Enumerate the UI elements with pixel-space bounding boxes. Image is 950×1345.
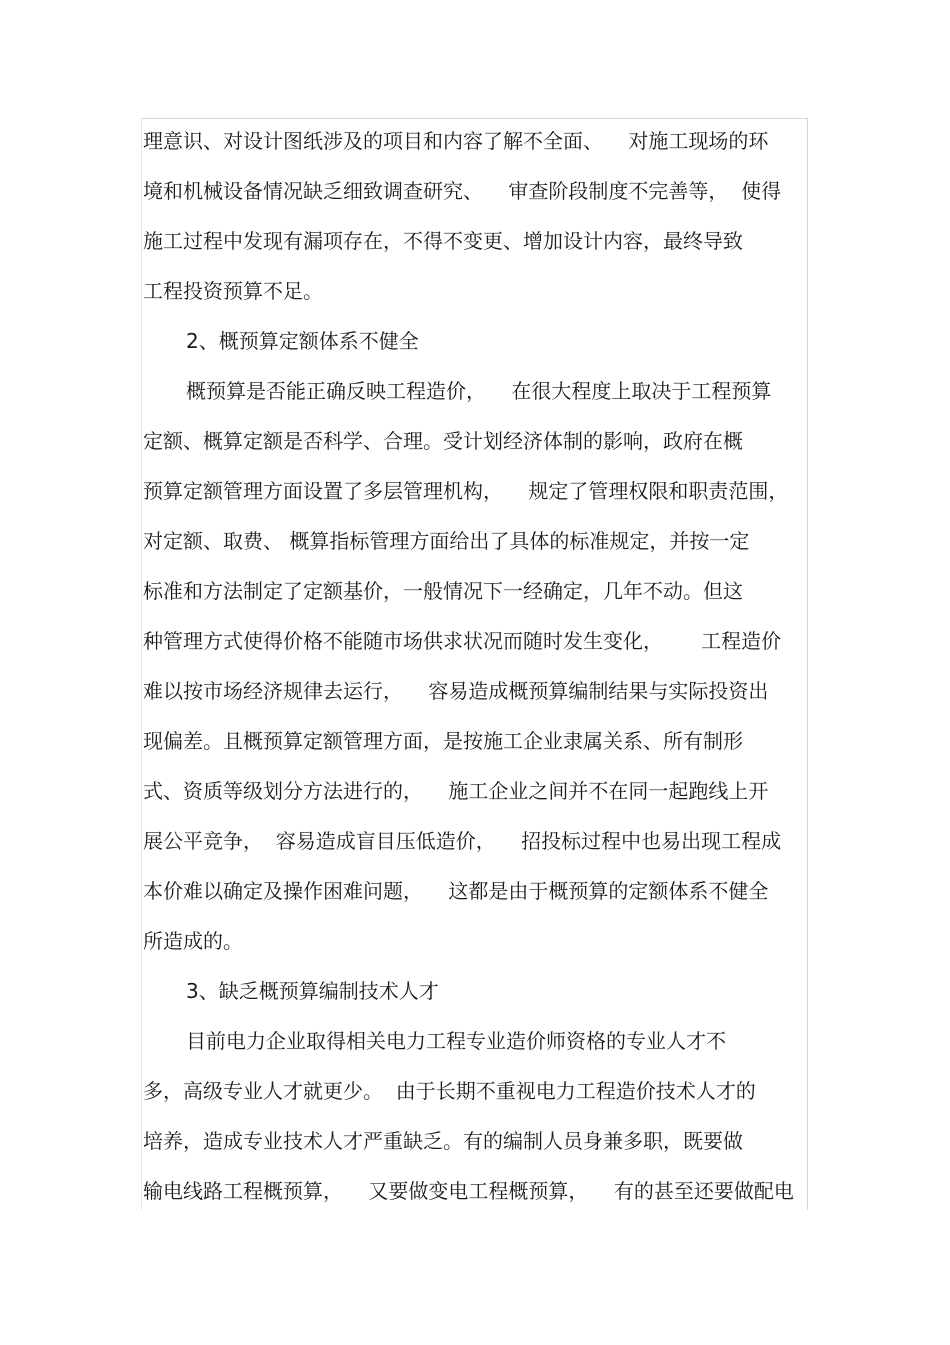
body-text-line: 理意识、对设计图纸涉及的项目和内容了解不全面、 对施工现场的环 [143,129,769,153]
body-text-line: 境和机械设备情况缺乏细致调查研究、 审查阶段制度不完善等， 使得 [143,179,782,203]
page-frame-left-border [141,118,142,1210]
body-text-line: 所造成的。 [143,929,243,953]
page-frame-right-border [807,118,808,1210]
body-text-line: 展公平竞争， 容易造成盲目压低造价， 招投标过程中也易出现工程成 [143,829,782,853]
section-heading: 3、缺乏概预算编制技术人才 [186,979,439,1003]
body-text-line: 式、资质等级划分方法进行的， 施工企业之间并不在同一起跑线上开 [143,779,769,803]
body-text-line: 对定额、取费、 概算指标管理方面给出了具体的标准规定，并按一定 [143,529,750,553]
body-text-line: 种管理方式使得价格不能随市场供求状况而随时发生变化， 工程造价 [143,629,782,653]
body-text-line: 本价难以确定及操作困难问题， 这都是由于概预算的定额体系不健全 [143,879,769,903]
body-text-line: 工程投资预算不足。 [143,279,323,303]
body-text-line: 施工过程中发现有漏项存在，不得不变更、增加设计内容，最终导致 [143,229,743,253]
page-frame-top-border [141,118,808,119]
body-text-line: 预算定额管理方面设置了多层管理机构， 规定了管理权限和职责范围， [143,479,789,503]
body-text-line: 输电线路工程概预算， 又要做变电工程概预算， 有的甚至还要做配电 [143,1179,794,1203]
body-text-line: 现偏差。且概预算定额管理方面，是按施工企业隶属关系、所有制形 [143,729,743,753]
paragraph-first-line: 概预算是否能正确反映工程造价， 在很大程度上取决于工程预算 [186,379,772,403]
body-text-line: 难以按市场经济规律去运行， 容易造成概预算编制结果与实际投资出 [143,679,769,703]
section-heading: 2、概预算定额体系不健全 [186,329,419,353]
body-text-line: 多，高级专业人才就更少。 由于长期不重视电力工程造价技术人才的 [143,1079,756,1103]
body-text-line: 培养，造成专业技术人才严重缺乏。有的编制人员身兼多职，既要做 [143,1129,743,1153]
paragraph-first-line: 目前电力企业取得相关电力工程专业造价师资格的专业人才不 [186,1029,726,1053]
body-text-line: 定额、概算定额是否科学、合理。受计划经济体制的影响，政府在概 [143,429,743,453]
body-text-line: 标准和方法制定了定额基价，一般情况下一经确定，几年不动。但这 [143,579,743,603]
